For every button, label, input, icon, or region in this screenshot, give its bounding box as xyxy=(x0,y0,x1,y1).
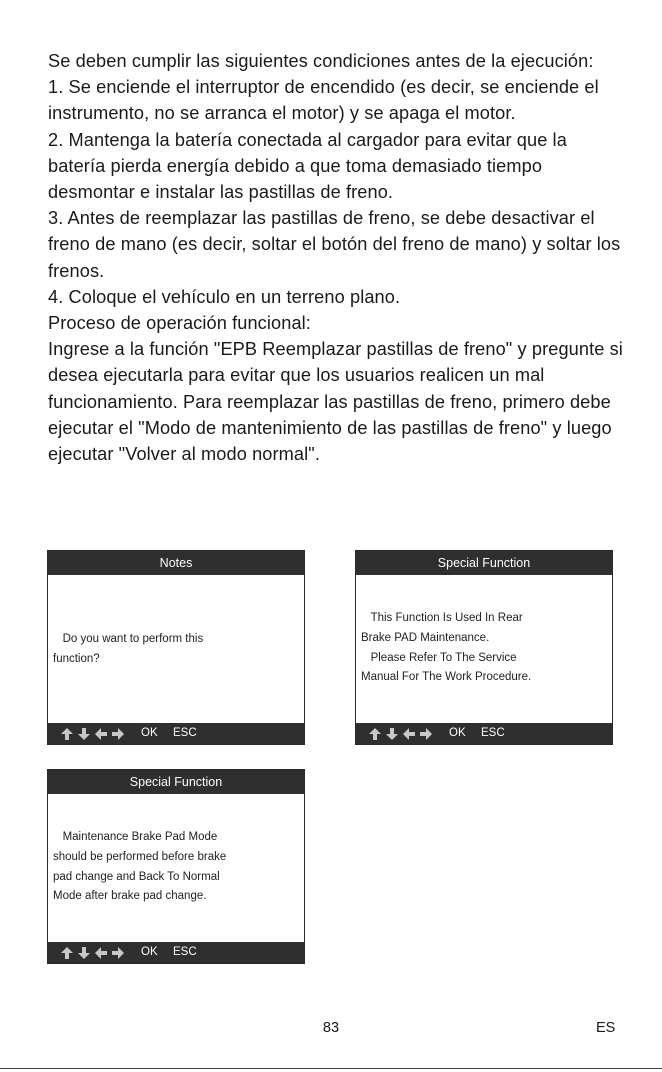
screen-notes xyxy=(47,550,305,745)
arrow-left-icon[interactable] xyxy=(94,727,108,741)
message-line: Mode after brake pad change. xyxy=(53,890,207,903)
message-line: Do you want to perform this xyxy=(53,633,204,645)
screen-message xyxy=(356,575,612,723)
esc-button[interactable]: ESC xyxy=(173,946,197,958)
ok-button[interactable]: OK xyxy=(141,946,158,958)
message-line: This Function Is Used In Rear xyxy=(361,612,523,624)
message-line: function? xyxy=(53,652,100,665)
arrow-left-icon[interactable] xyxy=(94,946,108,960)
navigation-keys xyxy=(60,942,125,963)
arrow-up-icon[interactable] xyxy=(60,727,74,741)
message-line: Brake PAD Maintenance. xyxy=(361,631,490,644)
esc-button[interactable]: ESC xyxy=(481,727,505,739)
bottom-divider xyxy=(0,1068,662,1069)
arrow-left-icon[interactable] xyxy=(402,727,416,741)
navigation-keys xyxy=(60,723,125,744)
message-line: should be performed before brake xyxy=(53,850,227,863)
ok-button[interactable]: OK xyxy=(449,727,466,739)
screen-button-bar xyxy=(48,942,304,963)
arrow-up-icon[interactable] xyxy=(60,946,74,960)
language-code: ES xyxy=(596,1020,616,1036)
paragraph-process: Ingrese a la función "EPB Reemplazar pastillas de freno" y pregunte si desea ejecutarla para evitar que los usuarios realicen un mal funcionamiento. Para reemplazar las pastillas de freno, primero debe ejecutar el "Modo de mantenimiento de las pastillas de freno" y luego ejecutar "Volver al modo normal". xyxy=(48,339,623,465)
esc-button[interactable]: ESC xyxy=(173,727,197,739)
screen-title: Notes xyxy=(48,551,304,575)
navigation-keys xyxy=(368,723,433,744)
screen-special-function-info xyxy=(355,550,613,745)
arrow-right-icon[interactable] xyxy=(111,727,125,741)
arrow-up-icon[interactable] xyxy=(368,727,382,741)
instructions-text xyxy=(48,48,628,467)
screen-message xyxy=(48,575,304,723)
page-number: 83 xyxy=(322,1020,340,1036)
arrow-down-icon[interactable] xyxy=(77,727,91,741)
message-line: Manual For The Work Procedure. xyxy=(361,671,532,684)
message-line: Maintenance Brake Pad Mode xyxy=(53,831,218,843)
arrow-right-icon[interactable] xyxy=(419,727,433,741)
message-line: pad change and Back To Normal xyxy=(53,870,220,883)
paragraph-condition-1: 1. Se enciende el interruptor de encendido (es decir, se enciende el instrumento, no se arranca el motor) y se apaga el motor. xyxy=(48,77,599,124)
paragraph-condition-4: 4. Coloque el vehículo en un terreno plano. xyxy=(48,286,401,307)
paragraph-condition-3: 3. Antes de reemplazar las pastillas de freno, se debe desactivar el freno de mano (es decir, soltar el botón del freno de mano) y soltar los frenos. xyxy=(48,208,621,281)
screen-button-bar xyxy=(48,723,304,744)
screen-special-function-mode xyxy=(47,769,305,964)
ok-button[interactable]: OK xyxy=(141,727,158,739)
screen-title: Special Function xyxy=(356,551,612,575)
paragraph-condition-2: 2. Mantenga la batería conectada al cargador para evitar que la batería pierda energía debido a que toma demasiado tiempo desmontar e instalar las pastillas de freno. xyxy=(48,129,567,203)
arrow-down-icon[interactable] xyxy=(77,946,91,960)
paragraph-conditions-intro: Se deben cumplir las siguientes condiciones antes de la ejecución: xyxy=(48,51,594,71)
screen-button-bar xyxy=(356,723,612,744)
screen-title: Special Function xyxy=(48,770,304,794)
message-line: Please Refer To The Service xyxy=(361,651,517,664)
paragraph-process-heading: Proceso de operación funcional: xyxy=(48,313,311,334)
screen-message xyxy=(48,794,304,942)
arrow-down-icon[interactable] xyxy=(385,727,399,741)
arrow-right-icon[interactable] xyxy=(111,946,125,960)
